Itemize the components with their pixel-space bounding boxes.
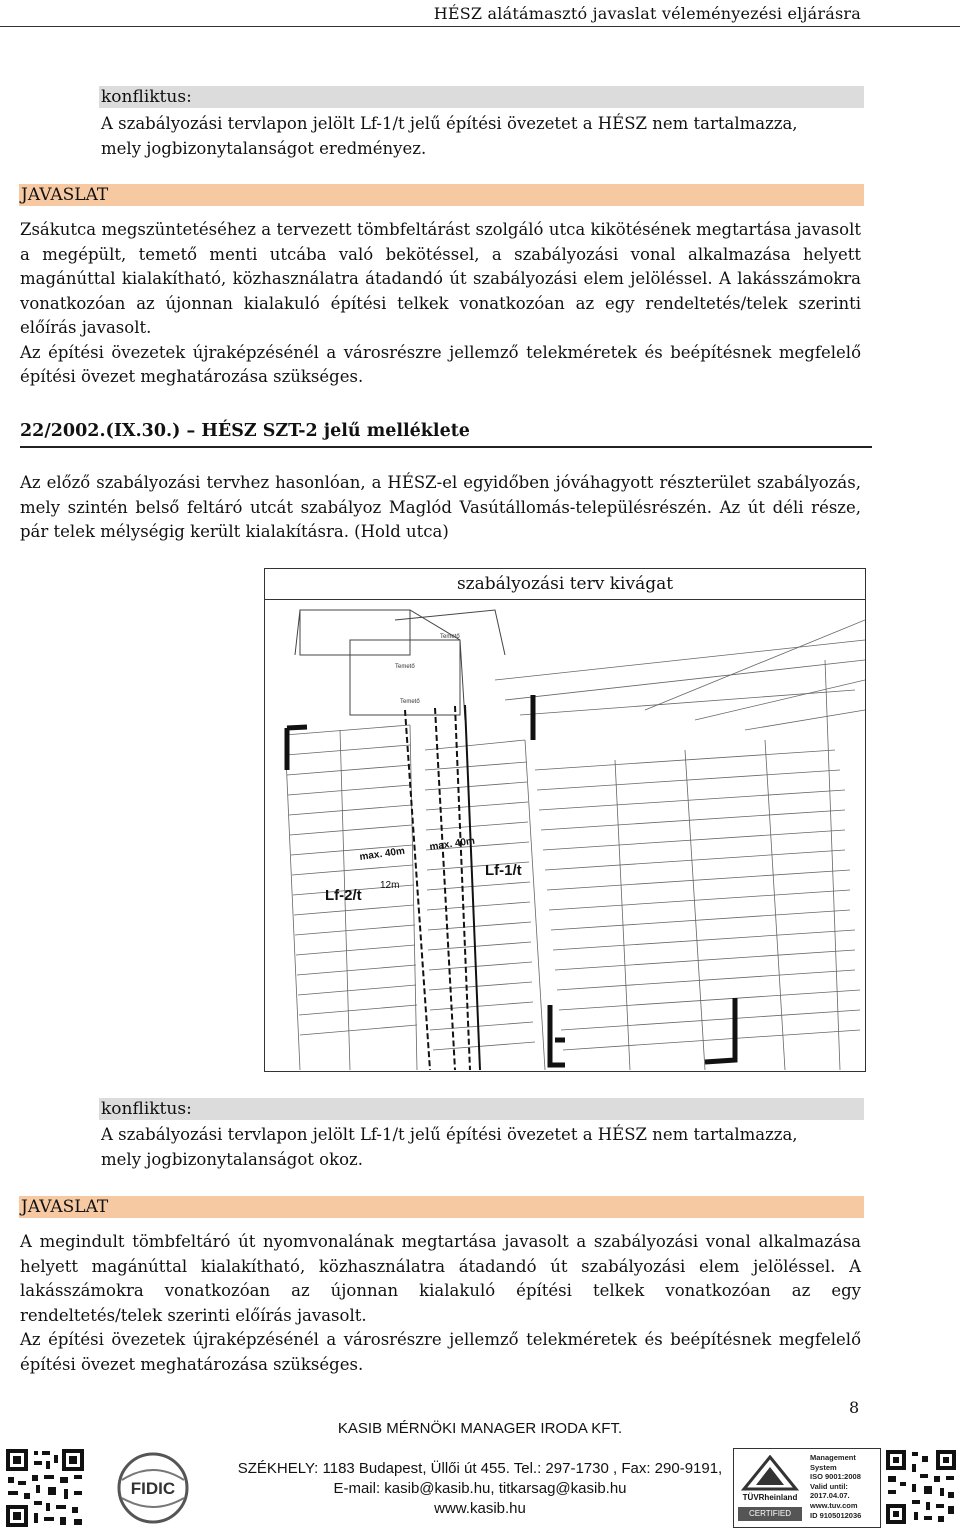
mgmt-line: www.tuv.com [810, 1500, 858, 1510]
page-number: 8 [849, 1398, 860, 1417]
conflict-label-1: konfliktus: [101, 87, 192, 107]
mgmt-line: 2017.04.07. [810, 1491, 850, 1501]
conflict-label-2: konfliktus: [101, 1099, 192, 1119]
javaslat-bar-1 [19, 184, 864, 206]
javaslat-label-2: JAVASLAT [21, 1197, 109, 1217]
zone-label-right: Lf-1/t [485, 862, 522, 879]
conflict-text-2 [101, 1123, 864, 1172]
footer-address: SZÉKHELY: 1183 Budapest, Üllői út 455. Tel.: 297-1730 , Fax: 290-9191, [237, 1460, 723, 1477]
tuv-certification-badge [733, 1448, 881, 1528]
mgmt-line: ISO 9001:2008 [810, 1472, 861, 1482]
fidic-text: FIDIC [130, 1479, 176, 1498]
mgmt-line: ID 9105012036 [810, 1510, 862, 1520]
max-depth-label: max. 40m [358, 845, 406, 863]
javaslat-bar-2 [19, 1196, 864, 1218]
footer-company: KASIB MÉRNÖKI MANAGER IRODA KFT. [337, 1420, 623, 1437]
mgmt-line: System [810, 1462, 837, 1472]
section-heading: 22/2002.(IX.30.) – HÉSZ SZT-2 jelű melléklete [20, 418, 872, 448]
conflict-line: A szabályozási tervlapon jelölt Lf-1/t jelű építési övezetet a HÉSZ nem tartalmazza, [101, 114, 798, 133]
mgmt-line: Management [810, 1453, 856, 1462]
conflict-bar-2 [99, 1098, 864, 1120]
conflict-line: mely jogbizonytalanságot eredményez. [101, 138, 427, 158]
paragraph: Az építési övezetek újraképzésénél a városrészre jellemző telekméretek és beépítésnek megfelelő építési övezet meghatározása szükséges. [20, 342, 861, 386]
qr-code-right-icon [884, 1448, 958, 1526]
javaslat-text-1 [20, 218, 861, 390]
management-system-info [810, 1453, 878, 1520]
zone-label-left: Lf-2/t [325, 887, 362, 904]
max-depth-label: max. 40m [428, 835, 476, 853]
cemetery-label: Temető [395, 664, 415, 670]
footer-email: E-mail: kasib@kasib.hu, titkarsag@kasib.hu [333, 1480, 627, 1497]
document-header-title: HÉSZ alátámasztó javaslat véleményezési eljárásra [433, 4, 861, 23]
footer-web: www.kasib.hu [434, 1500, 526, 1517]
cemetery-label: Temető [440, 634, 460, 640]
regulation-plan-excerpt [264, 568, 866, 1072]
header-rule [0, 26, 960, 27]
cemetery-label: Temető [400, 699, 420, 705]
paragraph: Zsákutca megszüntetéséhez a tervezett tömbfeltárást szolgáló utca kikötésének megtartása javasolt a megépült, temető menti utcába való bekötéssel, a szabályozási vonal alkalmazása helyett magánúttal kialakítható, közhasználatra átadandó út szabályozási elem jelöléssel. A lakásszámokra vonatkozóan az újonnan kialakuló építési telkek vonatkozóan az egy rendeltetés/telek szerinti előírás javasolt. [20, 220, 861, 337]
conflict-bar-1 [99, 86, 864, 108]
map-caption: szabályozási terv kivágat [265, 569, 865, 600]
mgmt-line: Valid until: [810, 1481, 848, 1491]
javaslat-label-1: JAVASLAT [21, 185, 109, 205]
javaslat-text-2 [20, 1230, 861, 1377]
road-width-label: 12m [380, 880, 400, 891]
paragraph: Az építési övezetek újraképzésénél a városrészre jellemző telekméretek és beépítésnek megfelelő építési övezet meghatározása szükséges. [20, 1330, 861, 1374]
conflict-text-1 [101, 112, 864, 161]
conflict-line: A szabályozási tervlapon jelölt Lf-1/t jelű építési övezetet a HÉSZ nem tartalmazza, [101, 1125, 798, 1144]
regulation-plan-map [265, 600, 865, 1070]
paragraph: A megindult tömbfeltáró út nyomvonalának megtartása javasolt a szabályozási vonal alkalmazása helyett magánúttal kialakítható, közhasználatra átadandó út szabályozási elem jelöléssel. A lakásszámokra vonatkozóan az újonnan kialakuló építési telkek vonatkozóan az egy rendeltetés/telek szerinti előírás javasolt. [20, 1232, 861, 1325]
conflict-line: mely jogbizonytalanságot okoz. [101, 1149, 363, 1169]
section-text [20, 471, 861, 545]
tuv-triangle-icon [740, 1455, 800, 1491]
tuv-name: TÜVRheinland [742, 1493, 798, 1502]
paragraph: Az előző szabályozási tervhez hasonlóan, a HÉSZ-el egyidőben jóváhagyott részterület szabályozás, mely szintén belső feltáró utcát szabályoz Maglód Vasútállomás-településrészén. Az út déli része, pár telek mélységig került kialakításra. (Hold utca) [20, 473, 861, 541]
tuv-certified: CERTIFIED [738, 1507, 802, 1521]
